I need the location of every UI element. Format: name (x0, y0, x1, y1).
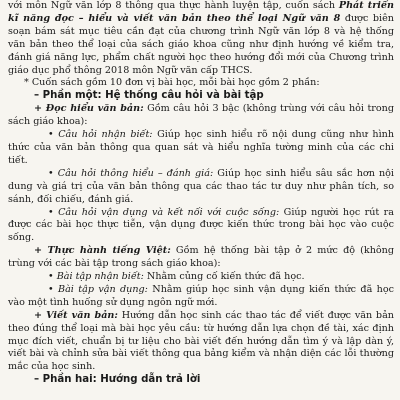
comprehension-text: Giúp học sinh hiểu sâu sắc hơn nội dung và giá trị của văn bản thông qua các thao tác tư duy như phân tích, so sánh, đối chiếu, đánh giá. (8, 167, 394, 205)
book-title: Phát triển kĩ năng đọc – hiểu và viết văn bản theo thể loại Ngữ văn 8 (8, 0, 395, 24)
application-exercise (8, 284, 394, 310)
recognition-question (8, 129, 394, 168)
vietnamese-practice-section (8, 245, 394, 271)
application-label: • Câu hỏi vận dụng và kết nối với cuộc sống: (48, 206, 280, 218)
writing-label: + Viết văn bản: (34, 309, 118, 321)
writing-text: Hướng dẫn học sinh các thao tác để viết được văn bản theo đúng thể loại mà bài học yêu cầu: từ hướng dẫn lựa chọn đề tài, xác định mục đích viết, chuẩn bị tư liệu cho bài viết đến hướng dẫn tìm ý và lập dàn ý, viết bài và chỉnh sửa bài viết thông qua bảng kiểm và nhận diện các lỗi thường mắc của học sinh. (8, 309, 394, 373)
application-exercise-label: • Bài tập vận dụng: (48, 283, 148, 295)
comprehension-label: • Câu hỏi thông hiểu – đánh giá: (48, 167, 214, 179)
reading-label: + Đọc hiểu văn bản: (34, 103, 144, 115)
vietnamese-practice-text: Gồm hệ thống bài tập ở 2 mức độ (không trùng với các bài tập trong sách giáo khoa): (8, 245, 394, 270)
recognition-exercise-text: Nhằm củng cố kiến thức đã học. (143, 271, 305, 283)
intro-text-1: với môn Ngữ văn lớp 8 thông qua thực hành luyện tập, cuốn sách (8, 0, 339, 11)
intro-text-2: được biên soạn bám sát mục tiêu cần đạt của chương trình Ngữ văn lớp 8 và hệ thống văn bản theo thể loại của sách giáo khoa cũng như định hướng về kiểm tra, đánh giá năng lực, phẩm chất người học theo hướng đổi mới của Chương trình giáo dục phổ thông 2018 môn Ngữ văn cấp THCS. (8, 12, 394, 76)
application-question (8, 207, 394, 246)
recognition-exercise (8, 271, 394, 284)
comprehension-question (8, 168, 394, 207)
recognition-exercise-label: • Bài tập nhận biết: (48, 271, 144, 283)
recognition-label: • Câu hỏi nhận biết: (48, 129, 153, 141)
vietnamese-practice-label: + Thực hành tiếng Việt: (34, 245, 171, 257)
part-two-heading: – Phần hai: Hướng dẫn trả lời (34, 374, 201, 386)
intro-paragraph (8, 0, 394, 77)
application-exercise-text: Nhằm giúp học sinh vận dụng kiến thức đã học vào một tình huống sử dụng ngôn ngữ mới. (8, 283, 394, 308)
part-one-heading: – Phần một: Hệ thống câu hỏi và bài tập (34, 90, 264, 102)
writing-section (8, 310, 394, 375)
recognition-text: Giúp học sinh hiểu rõ nội dung cũng như hình thức của văn bản thông qua quan sát và hiểu nghĩa tường minh của các chi tiết. (8, 129, 394, 166)
application-text: Giúp người học rút ra được các bài học thực tiễn, vận dụng được kiến thức trong bài học vào cuộc sống. (8, 206, 394, 244)
reading-text: Gồm câu hỏi 3 bậc (không trùng với câu hỏi trong sách giáo khoa): (8, 103, 394, 128)
structure-note: * Cuốn sách gồm 10 đơn vị bài học, mỗi bài học gồm 2 phần: (24, 77, 320, 89)
reading-section (8, 103, 394, 129)
